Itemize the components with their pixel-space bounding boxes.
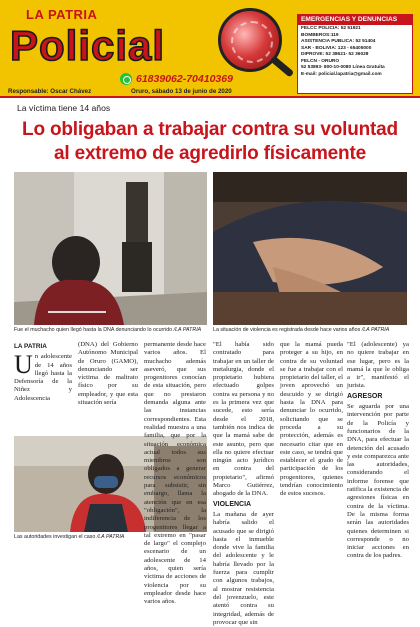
article-column-4 [213,341,274,626]
body-text: que la mamá pueda proteger a su hijo, en contra de su voluntad se fue a trabajar con el propietario del taller, el joven aprovechó un descuido y se dirigió hasta la DNA para denunciar lo ocurrido, solicitando que se proceda a su protección, además es necesario citar que en este caso, se tendrá que establecer el grado de participación de los progenitores, quienes tendrían conocimiento de estos sucesos. [280,341,343,498]
article-column-3 [144,341,207,606]
fingerprint-magnifier-icon [218,8,282,72]
caption-credit: /LA PATRIA [173,327,202,333]
brand-small: LA PATRIA [26,7,98,22]
photo-hands-illustration [213,172,407,325]
emergency-line: SAR - BOLIVIA: 123 - 65405000 [301,45,372,51]
section-label: LA PATRIA [14,343,47,350]
whatsapp-icon [120,73,132,85]
article-headline [14,118,406,166]
headline-line-2: al extremo de agredirlo físicamente [54,143,366,164]
photo-boy-corridor-illustration [14,172,207,325]
subhead-violencia: VIOLENCIA [213,500,252,508]
policial-logo-text: Policial [10,22,166,69]
article-column-1 [14,343,72,433]
photo-caption [213,327,389,333]
photo-boy-corridor [14,172,207,325]
body-text: Se aguarda por una intervención por parte de la Policía y funcionarios de la DNA, para efectuar la detención del acusado y este comparezca ante las autoridades, considerando el informe forense que ratifica la existencia de agresiones físicas en contra de la víctima. De la misma forma serán las autoridades quienes determinen si corresponde o no iniciar acciones en contra de los padres. [347,403,409,560]
photo-caption [14,327,201,333]
issue-date: Oruro, sábado 13 de junio de 2020 [131,88,232,95]
article-column-2 [78,341,138,435]
emergency-title: EMERGENCIAS Y DENUNCIAS [298,15,412,25]
emergency-list [298,25,412,79]
emergency-line: FELCC POLICIA: 52 51921 [301,26,361,31]
subhead-agresor: AGRESOR [347,392,383,400]
body-text: La mañana de ayer habría salido el acusado que se dirigió hasta el inmueble donde vive la familia del adolescente y le habría llevado por la fuerza para cumplir con algunos trabajos, al mostrar resistencia del jovenzuelo, este atentó contra su integridad, además de provocar que sin [213,510,274,626]
emergency-line: ASISTENCIA PUBLICA: 52 51404 [301,39,376,44]
body-text: "El (adolescente) ya no quiere trabajar en ese lugar, pero es la mamá la que le obliga a ir", manifestó el jurista. [347,341,409,390]
article-column-5 [280,341,343,538]
contact-phones [120,72,233,86]
caption-text: La situación de violencia es registrada desde hace varios años [213,327,361,333]
caption-credit: /LA PATRIA [96,534,125,540]
emergency-line: FELCN - ORURO [301,58,340,64]
body-text: (DNA) del Gobierno Autónomo Municipal de Oruro (GAMO), denunciando ser víctima de maltrato físico por su empleador, y que esta situación sería [78,341,138,407]
masthead-divider [0,96,420,98]
article-kicker: La víctima tiene 14 años [17,103,111,113]
article-column-6 [347,341,409,560]
emergency-line: E-mail: policial.lapatria@gmail.com [301,71,382,77]
emergency-line: 52 53893- 800-10-0080 Línea Gratuita [301,65,385,70]
caption-text: Las autoridades investigan el caso [14,534,96,540]
photo-hands-closeup [213,172,407,325]
body-text: permanente desde hace varios años. El muchacho además aseveró, que sus progenitores conocían de esta situación, pero que no prestaron demanda alguna ante las instancias correspondientes. Esta realidad muestra a una familia, que por la situación económica actual todos sus miembros son obligados a generar recursos económicos para subsistir, sin embargo, llama la atención que en esa "obligación", la indiferencia de los progenitores llegar a tal extremo en "pasar de largo" el complejo escenario de un adolescente de 14 años, quien sería víctima de acciones de violencia por su empleador desde hace varios años. [144,341,207,606]
responsable-line: Responsable: Oscar Chávez [8,88,92,95]
emergency-box [297,14,413,94]
body-text: "El había sido contratado para trabajar en un taller de metalurgia, donde el propietario hubiera efectuado golpes contra su persona y no es la primera vez que sucede, esto sería desde el 2018, también nos indica de que la mamá sabe de este asunto, pero que ella no quiere efectuar ningún acto jurídico en contra del propietario", afirmó Marco Gutiérrez, abogado de la DNA. [213,341,274,498]
masthead [0,0,420,97]
emergency-line: BOMBEROS:119 [301,32,339,38]
body-text: n adolescente de 14 años llegó hasta la Defensoría de la Niñez y Adolescencia [14,353,72,402]
emergency-line: DIPROVE: 52 38621- 52 36028 [301,52,369,57]
caption-text: Fue el muchacho quien llegó hasta la DNA denunciando lo ocurrido [14,327,173,333]
phone-numbers: 61839062-70410369 [136,73,233,85]
headline-line-1: Lo obligaban a trabajar contra su voluntad [22,119,398,140]
drop-cap: U [14,350,33,380]
photo-caption [14,534,124,540]
caption-credit: /LA PATRIA [361,327,390,333]
